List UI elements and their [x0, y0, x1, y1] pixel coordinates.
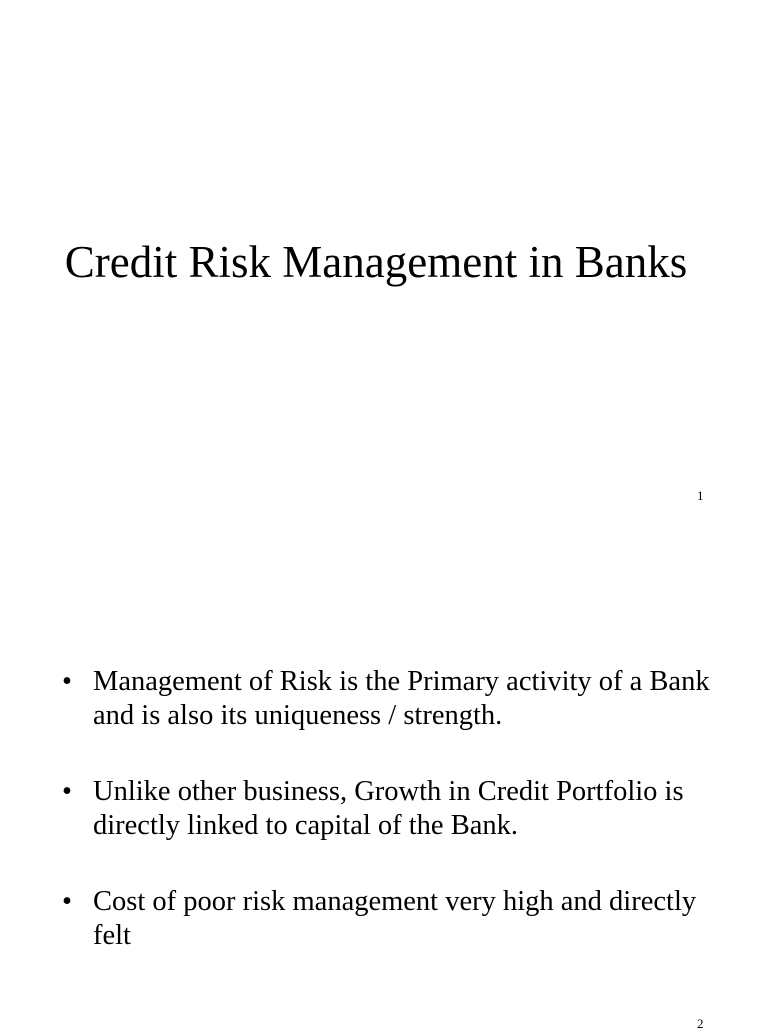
bullet-item	[62, 885, 722, 953]
bullet-text: Cost of poor risk management very high and directly felt	[93, 886, 697, 951]
bullet-item	[62, 665, 722, 733]
bullet-item	[62, 775, 722, 843]
bullet-icon: •	[62, 666, 72, 697]
bullet-text: Management of Risk is the Primary activity of a Bank and is also its uniqueness / strength.	[93, 666, 710, 731]
page-number: 1	[697, 488, 704, 503]
bullet-list	[62, 665, 722, 995]
bullet-text: Unlike other business, Growth in Credit Portfolio is directly linked to capital of the Bank.	[93, 776, 684, 841]
bullet-icon: •	[62, 776, 72, 807]
bullet-icon: •	[62, 886, 72, 917]
page-number: 2	[697, 1016, 704, 1031]
slide-2	[0, 560, 768, 1031]
slide-title: Credit Risk Management in Banks	[64, 237, 688, 287]
